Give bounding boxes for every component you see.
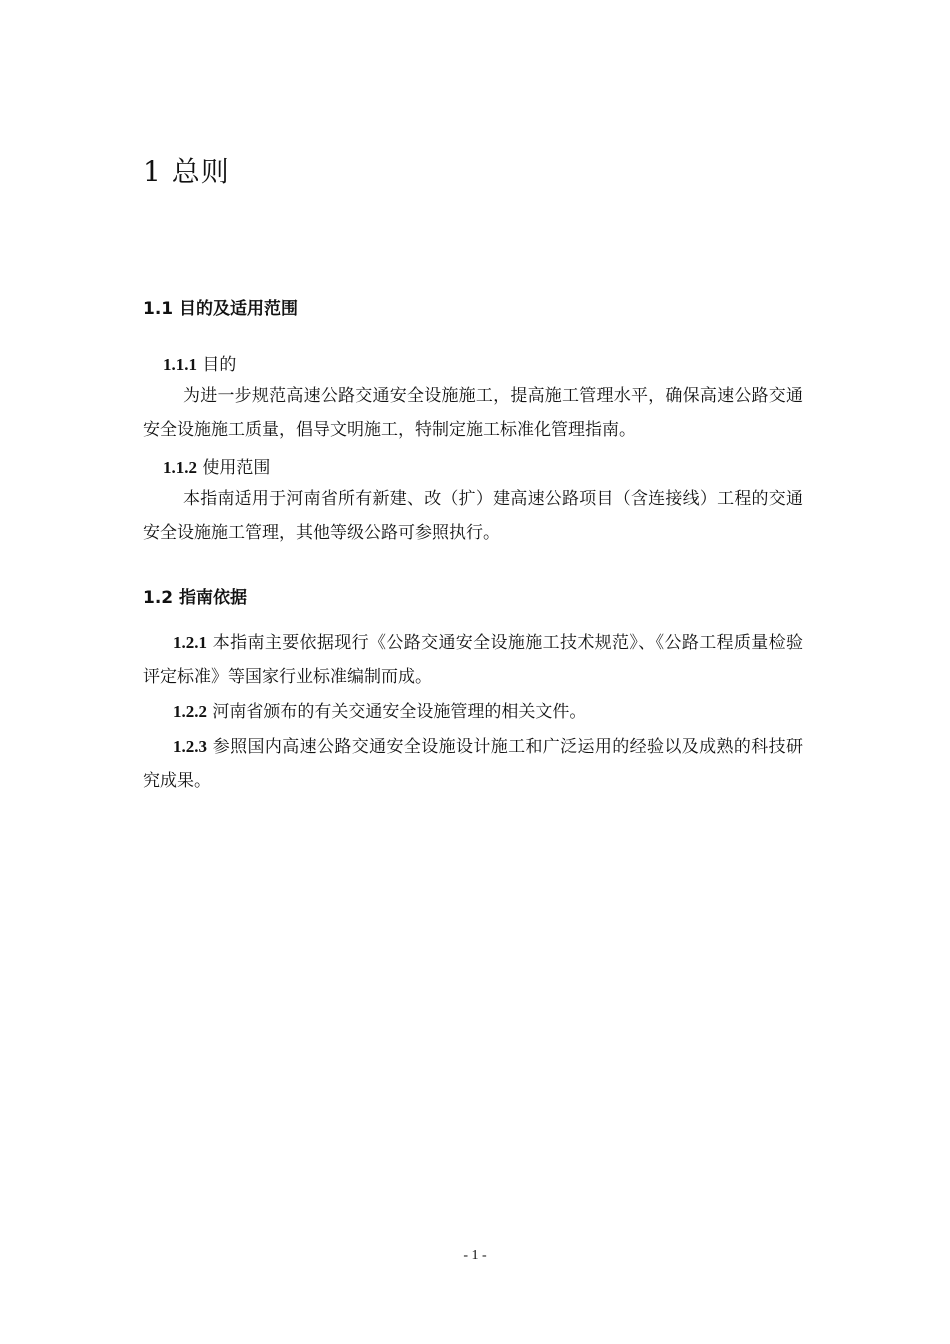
paragraph-basis-3 [143,730,803,798]
paragraph-purpose: 为进一步规范高速公路交通安全设施施工，提高施工管理水平，确保高速公路交通安全设施施工质量，倡导文明施工，特制定施工标准化管理指南。 [143,386,803,440]
item-number: 1.2.3 [173,737,207,756]
section-heading-1-1: 1.1 目的及适用范围 [143,299,299,319]
section-heading-1-2: 1.2 指南依据 [143,588,248,608]
subsection-number: 1.1.1 [163,355,197,374]
subsection-title: 目的 [197,355,237,375]
item-text: 本指南主要依据现行《公路交通安全设施施工技术规范》、《公路工程质量检验评定标准》等国家行业标准编制而成。 [143,633,803,687]
page-number: - 1 - [463,1248,487,1263]
subsection-title: 使用范围 [197,458,271,478]
paragraph-scope: 本指南适用于河南省所有新建、改（扩）建高速公路项目（含连接线）工程的交通安全设施施工管理，其他等级公路可参照执行。 [143,489,803,543]
item-number: 1.2.1 [173,633,207,652]
subsection-number: 1.1.2 [163,458,197,477]
item-text: 河南省颁布的有关交通安全设施管理的相关文件。 [207,702,587,722]
subsection-heading-1-1-1 [163,350,236,375]
item-number: 1.2.2 [173,702,207,721]
subsection-heading-1-1-2 [163,453,270,478]
paragraph-basis-1 [143,626,803,694]
chapter-title: 1 总则 [143,155,230,188]
item-text: 参照国内高速公路交通安全设施设计施工和广泛运用的经验以及成熟的科技研究成果。 [143,737,803,791]
paragraph-basis-2 [143,695,803,729]
